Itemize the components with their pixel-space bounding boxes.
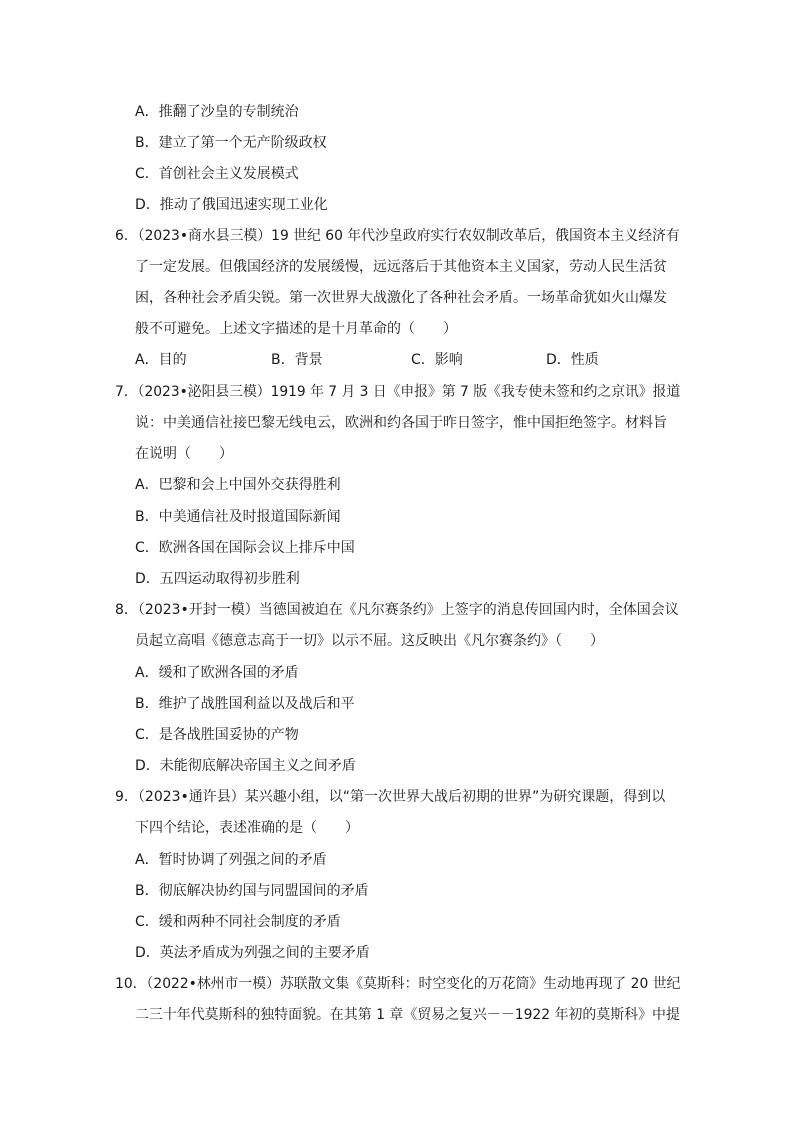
q8-option-b: B．维护了战胜国利益以及战后和平 xyxy=(135,696,355,712)
q6-stem-line-4: 般不可避免。上述文字描述的是十月革命的（ ） xyxy=(135,321,457,337)
q7-option-b: B．中美通信社及时报道国际新闻 xyxy=(135,509,341,525)
q9-stem-line-1: 9．（2023•通许县）某兴趣小组，以“第一次世界大战后初期的世界”为研究课题，得到以 xyxy=(115,789,666,805)
q5-option-a: A．推翻了沙皇的专制统治 xyxy=(135,104,299,120)
q5-option-d: D．推动了俄国迅速实现工业化 xyxy=(135,197,328,213)
q8-option-d: D．未能彻底解决帝国主义之间矛盾 xyxy=(135,758,356,774)
q10-stem-line-2: 二三十年代莫斯科的独特面貌。在其第 1 章《贸易之复兴－－1922 年初的莫斯科》中提 xyxy=(135,1007,680,1023)
q7-option-d: D．五四运动取得初步胜利 xyxy=(135,571,300,587)
q8-option-a: A．缓和了欧洲各国的矛盾 xyxy=(135,665,299,681)
q7-stem-line-3: 在说明（ ） xyxy=(135,446,233,462)
q6-option-d: D．性质 xyxy=(546,352,599,368)
q6-stem-line-1: 6．（2023•商水县三模）19 世纪 60 年代沙皇政府实行农奴制改革后，俄国资本主义经济有 xyxy=(115,228,680,244)
q7-stem-line-2: 说：中美通信社接巴黎无线电云，欧洲和约各国于昨日签字，惟中国拒绝签字。材料旨 xyxy=(135,415,667,431)
q8-stem-line-1: 8．（2023•开封一模）当德国被迫在《凡尔赛条约》上签字的消息传回国内时，全体国会议 xyxy=(115,602,679,618)
q8-stem-line-2: 员起立高唱《德意志高于一切》以示不屈。这反映出《凡尔赛条约》（ ） xyxy=(135,633,604,649)
q6-option-a: A．目的 xyxy=(135,352,187,368)
q9-option-c: C．缓和两种不同社会制度的矛盾 xyxy=(135,914,341,930)
q6-option-c: C．影响 xyxy=(411,352,463,368)
q9-stem-line-2: 下四个结论，表述准确的是（ ） xyxy=(135,820,359,836)
q9-option-d: D．英法矛盾成为列强之间的主要矛盾 xyxy=(135,945,370,961)
q5-option-b: B．建立了第一个无产阶级政权 xyxy=(135,135,327,151)
q6-stem-line-3: 困，各种社会矛盾尖锐。第一次世界大战激化了各种社会矛盾。一场革命犹如火山爆发 xyxy=(135,290,667,306)
q7-stem-line-1: 7．（2023•泌阳县三模）1919 年 7 月 3 日《申报》第 7 版《我专使未签和约之京讯》报道 xyxy=(115,384,681,400)
q6-stem-line-2: 了一定发展。但俄国经济的发展缓慢，远远落后于其他资本主义国家，劳动人民生活贫 xyxy=(135,259,667,275)
q5-option-c: C．首创社会主义发展模式 xyxy=(135,166,299,182)
q10-stem-line-1: 10．（2022•林州市一模）苏联散文集《莫斯科：时空变化的万花筒》生动地再现了 20 世纪 xyxy=(115,976,681,992)
q6-option-b: B．背景 xyxy=(271,352,323,368)
q8-option-c: C．是各战胜国妥协的产物 xyxy=(135,727,299,743)
q9-option-a: A．暂时协调了列强之间的矛盾 xyxy=(135,852,327,868)
q7-option-c: C．欧洲各国在国际会议上排斥中国 xyxy=(135,540,355,556)
q9-option-b: B．彻底解决协约国与同盟国间的矛盾 xyxy=(135,883,369,899)
q7-option-a: A．巴黎和会上中国外交获得胜利 xyxy=(135,477,341,493)
